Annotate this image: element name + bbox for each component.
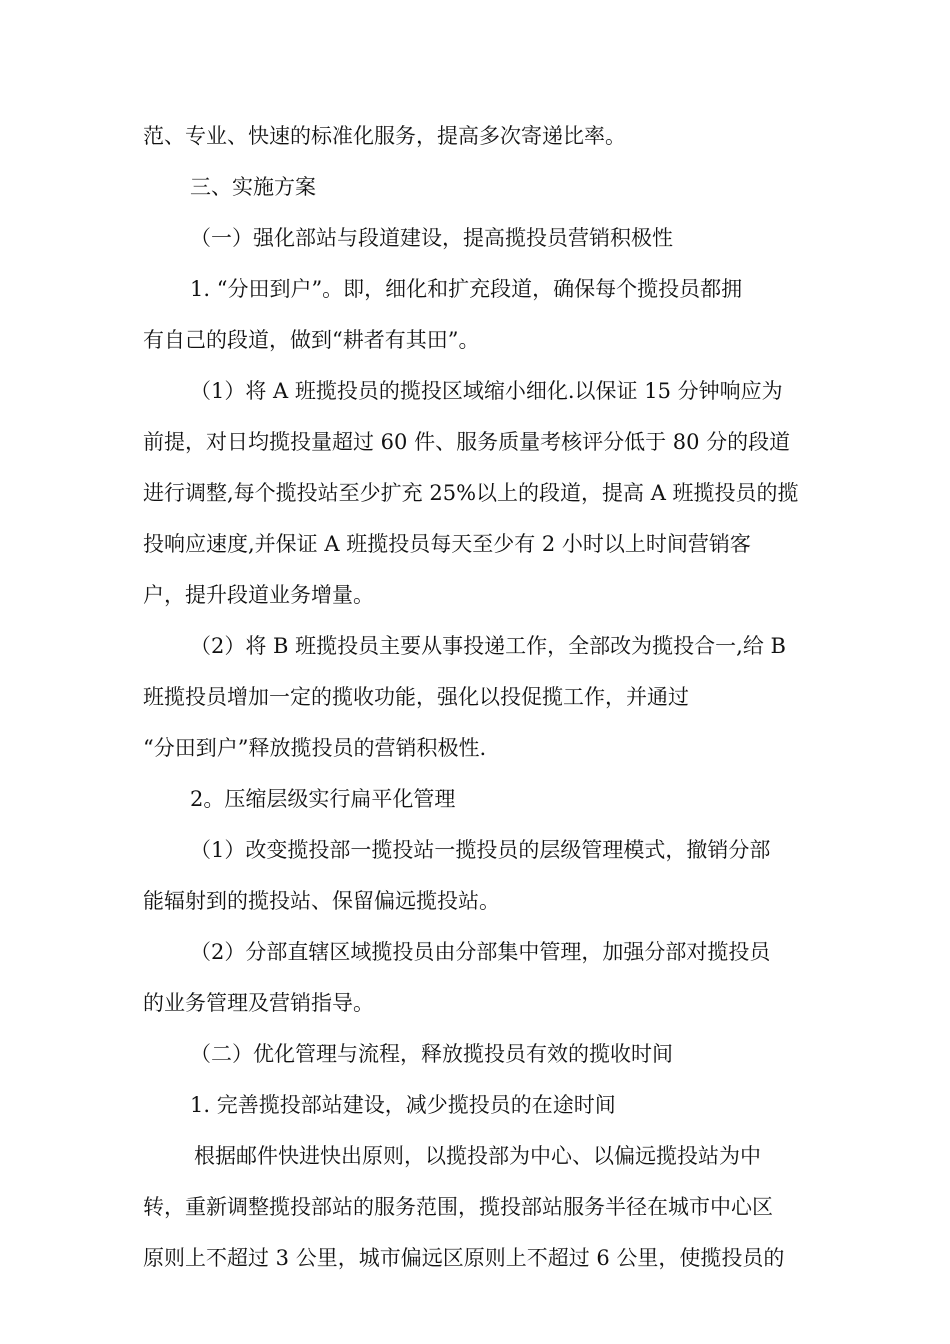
text-line-10: 户，提升段道业务增量。 xyxy=(143,583,374,607)
text-line-8: 进行调整,每个揽投站至少扩充 25%以上的段道，提高 A 班揽投员的揽 xyxy=(143,481,799,505)
text-line-11: （2）将 B 班揽投员主要从事投递工作，全部改为揽投合一,给 B xyxy=(190,634,786,658)
text-line-17: （2）分部直辖区域揽投员由分部集中管理，加强分部对揽投员 xyxy=(190,940,771,964)
text-line-13: “分田到户”释放揽投员的营销积极性. xyxy=(143,736,487,760)
text-line-16: 能辐射到的揽投站、保留偏远揽投站。 xyxy=(143,889,500,913)
text-line-20: 1. 完善揽投部站建设，减少揽投员的在途时间 xyxy=(190,1093,616,1117)
text-line-15: （1）改变揽投部一揽投站一揽投员的层级管理模式，撤销分部 xyxy=(190,838,771,862)
text-line-6: （1）将 A 班揽投员的揽投区域缩小细化.以保证 15 分钟响应为 xyxy=(190,379,783,403)
subsection-heading-1: （一）强化部站与段道建设，提高揽投员营销积极性 xyxy=(190,226,673,250)
section-heading-implementation-plan: 三、实施方案 xyxy=(190,175,316,199)
text-line-7: 前提，对日均揽投量超过 60 件、服务质量考核评分低于 80 分的段道 xyxy=(143,430,791,454)
text-line-22: 转，重新调整揽投部站的服务范围，揽投部站服务半径在城市中心区 xyxy=(143,1195,773,1219)
text-line-14: 2。压缩层级实行扁平化管理 xyxy=(190,787,456,811)
text-line-4: 1. “分田到户”。即，细化和扩充段道，确保每个揽投员都拥 xyxy=(190,277,743,301)
text-line-9: 投响应速度,并保证 A 班揽投员每天至少有 2 小时以上时间营销客 xyxy=(143,532,751,556)
text-line-23: 原则上不超过 3 公里，城市偏远区原则上不超过 6 公里，使揽投员的 xyxy=(143,1246,785,1270)
text-line-21: 根据邮件快进快出原则，以揽投部为中心、以偏远揽投站为中 xyxy=(194,1144,761,1168)
text-line-1: 范、专业、快速的标准化服务，提高多次寄递比率。 xyxy=(143,124,626,148)
text-line-5: 有自己的段道，做到“耕者有其田”。 xyxy=(143,328,480,352)
text-line-18: 的业务管理及营销指导。 xyxy=(143,991,374,1015)
subsection-heading-2: （二）优化管理与流程，释放揽投员有效的揽收时间 xyxy=(190,1042,673,1066)
text-line-12: 班揽投员增加一定的揽收功能，强化以投促揽工作，并通过 xyxy=(143,685,689,709)
